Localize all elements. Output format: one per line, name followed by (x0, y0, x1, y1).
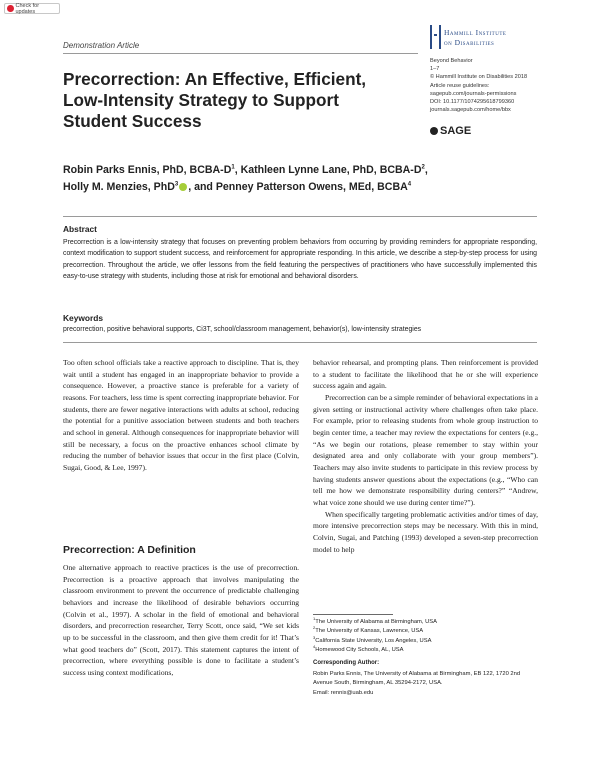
sage-icon (430, 127, 438, 135)
definition-paragraph: One alternative approach to reactive practices is the use of precorrection. Precorrection is a proactive approach that involves manipulating the classroom environment to prevent the occurrence of predictable challenging behaviors and increase the likelihood of desirable behaviors occurring (Colvin et al., 1997). A scholar in the field of emotional and behavioral disorders, and precorrection researcher, Terry Scott, once said, “We set kids up to be successful in the classroom, and then give them credit for it! That’s what good teachers do” (Scott, 2017). This statement captures the intent of precorrection, where everything possible is done to facilitate a student’s success using context modifications, (63, 563, 299, 677)
keywords-heading: Keywords (63, 313, 104, 323)
reuse-label: Article reuse guidelines: (430, 82, 490, 89)
author-4: , and Penney Patterson Owens, MEd, BCBA (188, 181, 408, 193)
model-paragraph: When specifically targeting problematic activities and/or times of day, more intensive precorrection steps may be necessary. With this in mind, Colvin, Sugai, and Patching (1993) developed a seven-step precorrection model to help (313, 509, 538, 554)
hammill-logo-icon (430, 25, 441, 49)
body-column-1 (63, 357, 299, 474)
affiliation-4: $^4$Homewood City Schools, AL, USA (313, 644, 404, 654)
keywords-divider (63, 342, 537, 343)
author-2: , Kathleen Lynne Lane, PhD, BCBA-D (234, 164, 422, 176)
journal-link[interactable]: journals.sagepub.com/home/bbx (430, 107, 511, 114)
article-type: Demonstration Article (63, 41, 140, 50)
corresponding-author (313, 670, 538, 698)
abstract-heading: Abstract (63, 224, 97, 234)
corresponding-author-heading: Corresponding Author: (313, 660, 380, 666)
continued-paragraph: behavior rehearsal, and prompting plans. Then reinforcement is provided to a student to facilitate the likelihood that he or she will experience success again and again. (313, 358, 538, 391)
author-list: Robin Parks Ennis, PhD, BCBA-$D^1$, Kathleen Lynne Lane, PhD, BCBA-$D^2$, Holly M. Menzies, PhD$^3$ , and Penney Patterson Owens, MEd, BCBA$^4$ (63, 164, 428, 193)
example-paragraph: Precorrection can be a simple reminder of behavioral expectations in a given setting or instructional activity where challenges often take place. For example, prior to releasing students from whole group instruction to begin center time, a teacher may review the expectations for centers (e.g., “As we begin our rotations, please remember to stay within your designated area and only collaborate with your group members”). Teachers may also invite students to participate in this review process by having students answer questions about the expectations (e.g., “Who can tell me how we demonstrate responsibility during centers?” “Andrew, what voice zone should we use during center time?”). (313, 392, 538, 507)
page-range: 1–7 (430, 66, 440, 73)
update-icon (7, 5, 14, 12)
author-3: Holly M. Menzies, PhD (63, 181, 175, 193)
footnote-divider (313, 614, 393, 615)
logo-line-2: on Disabilities (444, 38, 495, 47)
corresponding-email[interactable]: Email: rennis@uab.edu (313, 689, 374, 696)
affiliations (313, 618, 538, 656)
check-for-updates-badge[interactable] (4, 3, 60, 14)
affiliation-3: $^3$California State University, Los Angeles, USA (313, 634, 432, 644)
author-1: Robin Parks Ennis, PhD, BCBA-D (63, 164, 232, 176)
article-title: Precorrection: An Effective, Efficient, Low-Intensity Strategy to Support Student Success (63, 69, 367, 131)
body-column-1-section (63, 562, 299, 679)
author-1-affiliation: 1 (231, 164, 235, 171)
journal-name: Beyond Behavior (430, 58, 473, 64)
keywords-text: precorrection, positive behavioral supports, Ci3T, school/classroom management, behavior(s), low-intensity strategies (63, 326, 422, 333)
intro-paragraph: Too often school officials take a reactive approach to discipline. That is, they wait until a student has engaged in an inappropriate behavior to provide a consequence. However, a proactive stance is preferable for a variety of reasons. For teachers, less time is spent correcting inappropriate behavior. For students, there are fewer negative interactions with adults at school, reducing the potential for a punitive association between students and both teachers and school in general. Although consequences for inappropriate behavior will still be necessary, a focus on the proactive enhances school climate by reducing the number of behavior issues that occur in the first place (Colvin, Sugai, Good, & Lee, 1997). (63, 358, 299, 472)
corresponding-address: Robin Parks Ennis, The University of Alabama at Birmingham, EB 122, 1720 2nd Avenue South, Birmingham, AL 35294-2172, USA. (313, 671, 521, 687)
sage-label: SAGE (440, 125, 472, 137)
doi[interactable]: DOI: 10.1177/1074295618799360 (430, 99, 515, 106)
permissions-link[interactable]: sagepub.com/journals-permissions (430, 90, 517, 97)
orcid-icon[interactable] (179, 183, 187, 191)
journal-info (430, 57, 570, 114)
header-divider (63, 53, 418, 54)
copyright: © Hammill Institute on Disabilities 2018 (430, 74, 528, 81)
section-heading: Precorrection: A Definition (63, 544, 196, 556)
affiliation-2: $^2$The University of Kansas, Lawrence, USA (313, 625, 424, 635)
author-4-affiliation: 4 (407, 181, 412, 188)
abstract-divider (63, 216, 537, 217)
affiliation-1: $^1$The University of Alabama at Birmingham, USA (313, 616, 438, 625)
check-for-updates-label: Check for updates (15, 2, 40, 15)
publisher-logo (430, 25, 540, 51)
abstract-text: Precorrection is a low-intensity strategy that focuses on preventing problem behaviors from occurring by providing reminders for appropriate responding, context modification to support student success, and reinforcement for appropriate responding. In this article, we describe a step-by-step process for using precorrection. Throughout the article, we offer lessons from the field featuring the perspectives of practitioners who have successfully implemented this easy-to-use strategy with students, including those at risk for emotional and behavioral disorders. (63, 239, 537, 281)
author-3-affiliation: 3 (174, 181, 179, 188)
author-2-affiliation: 2 (421, 164, 425, 171)
logo-line-1: Hammill Institute (444, 28, 507, 37)
body-column-2 (313, 357, 538, 555)
sage-logo (430, 125, 471, 137)
